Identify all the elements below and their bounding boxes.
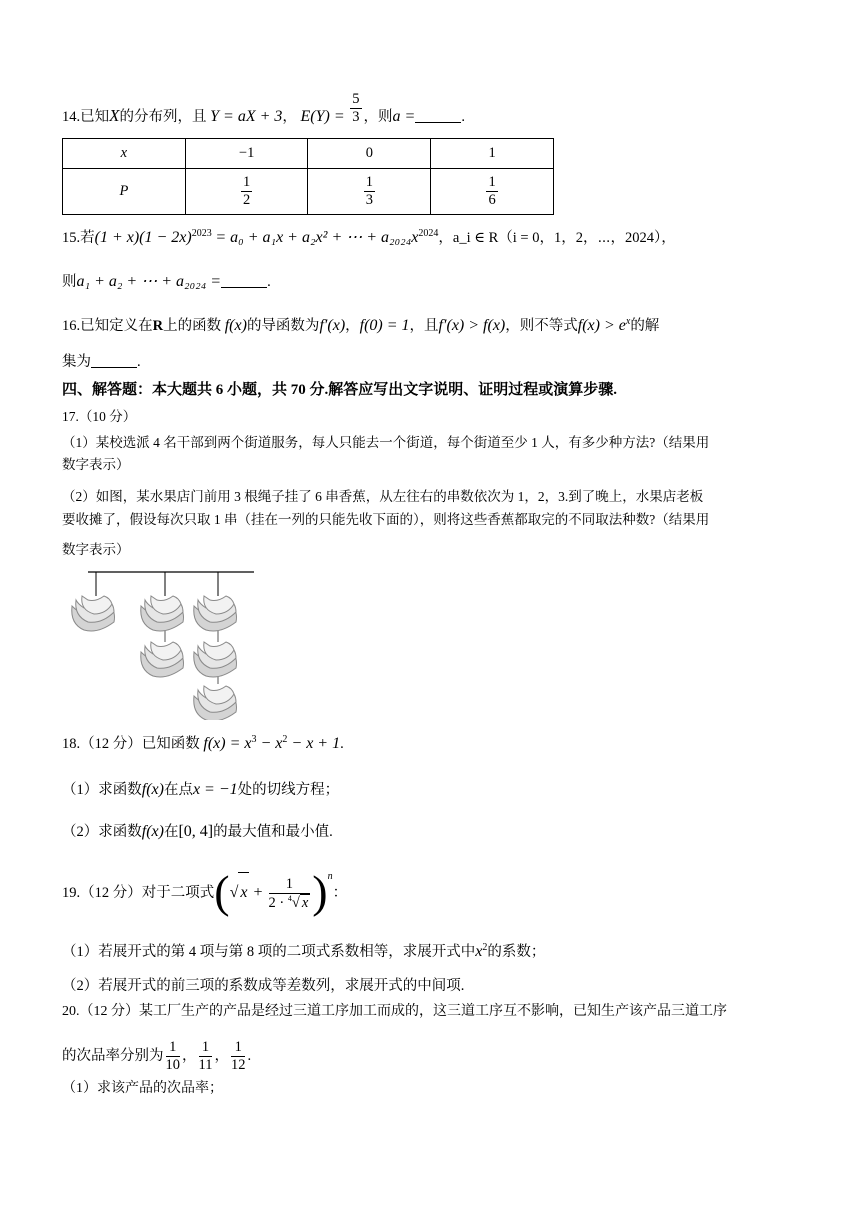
q16-ineq2-sup: x: [625, 316, 631, 328]
q19-plus: +: [249, 884, 267, 901]
q15-expr-left: (1 + x)(1 − 2x): [94, 229, 192, 246]
q19-root-x: x: [301, 894, 309, 911]
table-cell: −1: [185, 139, 308, 169]
q18-end: .: [340, 736, 344, 752]
q18-p2-a: （2）求函数: [62, 824, 142, 840]
q18-title-a: 18.（12 分）已知函数: [62, 736, 200, 752]
table-cell: 1: [431, 139, 554, 169]
q20-frac-den: 11: [198, 1057, 213, 1074]
q16-line2-end: .: [137, 354, 141, 370]
q19-fraction: [269, 876, 311, 912]
q14-var-x: X: [109, 106, 120, 125]
q20-frac-num: 1: [166, 1039, 181, 1057]
q18-mid: − x: [256, 735, 283, 752]
q20-line2-a: 的次品率分别为: [62, 1048, 164, 1064]
q15-exp-right: 2024: [418, 228, 439, 240]
q19-colon: ：: [332, 885, 348, 901]
q20-frac-1: [166, 1039, 181, 1074]
table-cell: P: [63, 169, 186, 215]
q19-title: [62, 866, 348, 917]
q20-p1: （1）求该产品的次品率；: [62, 1081, 223, 1096]
q18-p2-fx: f(x): [141, 823, 164, 840]
table-cell: [308, 169, 431, 215]
q19-frac-den: [269, 894, 311, 912]
q18-e1: 3: [251, 734, 257, 746]
prob-num: 1: [242, 174, 251, 190]
banana-bunch: [141, 642, 184, 677]
q20-frac-num: 1: [199, 1039, 213, 1057]
banana-figure: [68, 566, 258, 720]
q20-frac-3: [231, 1039, 246, 1074]
q20-frac-num: 1: [231, 1039, 246, 1057]
q14-var-a: a =: [392, 108, 416, 125]
q16-ineq2: f(x) > e: [577, 317, 626, 334]
q15-line2-prefix: 则: [62, 274, 77, 290]
q16-text-c: 的导函数为: [246, 318, 320, 334]
q19-left-paren: (: [214, 866, 230, 917]
q14-end: .: [461, 109, 465, 125]
q15-line1: [62, 228, 676, 248]
q18-fx: f(x) = x: [203, 735, 252, 752]
q14-line: [62, 91, 465, 127]
q20-frac-2: [199, 1039, 213, 1074]
q18-p2-int: [0, 4]: [178, 823, 214, 840]
q19-p1-a: （1）若展开式的第 4 项与第 8 项的二项式系数相等，求展开式中: [62, 944, 476, 960]
q17-p2-line2: 要收摊了，假设每次只取 1 串（挂在一列的只能先收下面的），则将这些香蕉都取完的不同取法种数?（结果用: [62, 512, 710, 527]
q16-f0: f(0) = 1: [359, 317, 410, 334]
distribution-table: [62, 138, 554, 215]
q14-prefix: 14.已知: [62, 109, 110, 125]
q19-p1: [62, 942, 545, 962]
q18-p1-pt: x = −1: [192, 781, 238, 798]
q15-expr-right: = a₀ + a₁x + a₂x² + ⋯ + a₂₀₂₄x: [215, 229, 419, 246]
q18-e2: 2: [282, 734, 288, 746]
q16-text-a: 16.已知定义在: [62, 318, 153, 334]
q17-p2-line1: （2）如图，某水果店门前用 3 根绳子挂了 6 串香蕉，从左往右的串数依次为 1，2，3.到了晚上，水果店老板: [62, 489, 704, 504]
q18-p1-c: 处的切线方程；: [237, 782, 340, 798]
q16-line2: [62, 352, 141, 372]
q14-frac-den: 3: [352, 109, 360, 126]
table-cell: x: [63, 139, 186, 169]
q18-p2-c: 的最大值和最小值.: [213, 824, 333, 840]
q17-p1-line2: 数字表示）: [62, 457, 130, 472]
q18-p1-b: 在点: [163, 782, 193, 798]
q20-line2: [62, 1036, 251, 1076]
q14-text3: ，则: [363, 109, 393, 125]
q19-frac-num: 1: [269, 876, 311, 894]
q19-p1-b: 的系数；: [487, 944, 546, 960]
q19-root-icon: √: [291, 894, 300, 911]
q16-fpx: f′(x): [319, 317, 346, 334]
table-row-probability: [63, 169, 554, 215]
prob-den: 6: [488, 192, 496, 208]
q15-answer-blank[interactable]: [221, 273, 267, 288]
q20-frac-den: 12: [230, 1057, 246, 1074]
prob-den: 2: [242, 192, 251, 208]
q18-p2: [62, 822, 333, 842]
q19-exp-n: n: [327, 871, 333, 882]
q16-line2-a: 集为: [62, 354, 91, 370]
q16-text-b: 上的函数: [163, 318, 222, 334]
q19-frac-den-a: 2 ·: [268, 894, 288, 911]
prob-num: 1: [365, 174, 373, 190]
q15-exp-left: 2023: [191, 228, 212, 240]
q17-title: 17.（10 分）: [62, 409, 137, 424]
q18-tail: − x + 1: [287, 735, 341, 752]
q16-ineq1: f′(x) > f(x): [438, 317, 506, 334]
q19-sqrt-icon: √: [229, 884, 239, 901]
q15-line2: [62, 272, 271, 292]
banana-bunch: [194, 596, 237, 631]
q19-p1-sup: 2: [482, 942, 488, 954]
q16-text-e: ，且: [409, 318, 439, 334]
q19-root-index: 4: [287, 893, 292, 903]
table-cell: [185, 169, 308, 215]
q16-bold-r: R: [152, 318, 164, 334]
q18-p1-fx: f(x): [141, 781, 164, 798]
q19-p1-x: x: [475, 943, 483, 960]
q19-p2: （2）若展开式的前三项的系数成等差数列，求展开式的中间项.: [62, 978, 465, 994]
table-row-header: [63, 139, 554, 169]
section4-heading: 四、解答题：本大题共 6 小题，共 70 分.解答应写出文字说明、证明过程或演算步骤.: [62, 382, 618, 398]
prob-den: 3: [365, 192, 373, 208]
q18-p2-b: 在: [163, 824, 179, 840]
q15-cond: ，a_i ∈ R（i = 0，1，2，⋯，2024），: [438, 230, 676, 246]
q18-p1-a: （1）求函数: [62, 782, 142, 798]
table-cell: 0: [308, 139, 431, 169]
q15-line2-expr: a₁ + a₂ + ⋯ + a₂₀₂₄ =: [76, 273, 222, 290]
q14-text1: 的分布列，且: [119, 109, 207, 125]
q15-line2-end: .: [267, 274, 271, 290]
q16-text-g: 的解: [630, 318, 660, 334]
prob-num: 1: [488, 174, 496, 190]
q15-prefix: 15.若: [62, 230, 95, 246]
q16-line1: [62, 316, 659, 336]
q16-answer-blank[interactable]: [91, 353, 137, 368]
q14-text2: ，: [282, 109, 297, 125]
q18-title: [62, 734, 344, 754]
q16-fx: f(x): [224, 317, 247, 334]
q14-fraction: [350, 91, 361, 126]
banana-bunch: [141, 596, 184, 631]
q19-right-paren: ): [312, 866, 328, 917]
q20-end: .: [247, 1048, 252, 1064]
q19-sqrt-x: x: [238, 872, 249, 913]
q18-p1: [62, 780, 339, 800]
q20-sep: ，: [214, 1048, 229, 1064]
q20-line1: 20.（12 分）某工厂生产的产品是经过三道工序加工而成的，这三道工序互不影响，已知生产该产品三道工序: [62, 1004, 727, 1019]
banana-bunch: [194, 642, 237, 677]
q16-text-f: ，则不等式: [505, 318, 578, 334]
q17-p2-line3: 数字表示）: [62, 542, 130, 557]
banana-bunch: [194, 686, 237, 720]
q17-p1-line1: （1）某校选派 4 名干部到两个街道服务，每人只能去一个街道，每个街道至少 1 人，有多少种方法?（结果用: [62, 435, 710, 450]
q14-ey: E(Y) =: [300, 108, 345, 125]
q20-sep: ，: [182, 1048, 197, 1064]
q14-frac-num: 5: [352, 91, 360, 108]
q20-frac-den: 10: [165, 1057, 180, 1074]
banana-bunch: [72, 596, 115, 631]
table-cell: [431, 169, 554, 215]
q14-answer-blank[interactable]: [415, 108, 461, 123]
q14-eq1: Y = aX + 3: [210, 108, 283, 125]
q16-text-d: ，: [345, 318, 360, 334]
q19-title-text: 19.（12 分）对于二项式: [62, 885, 215, 901]
